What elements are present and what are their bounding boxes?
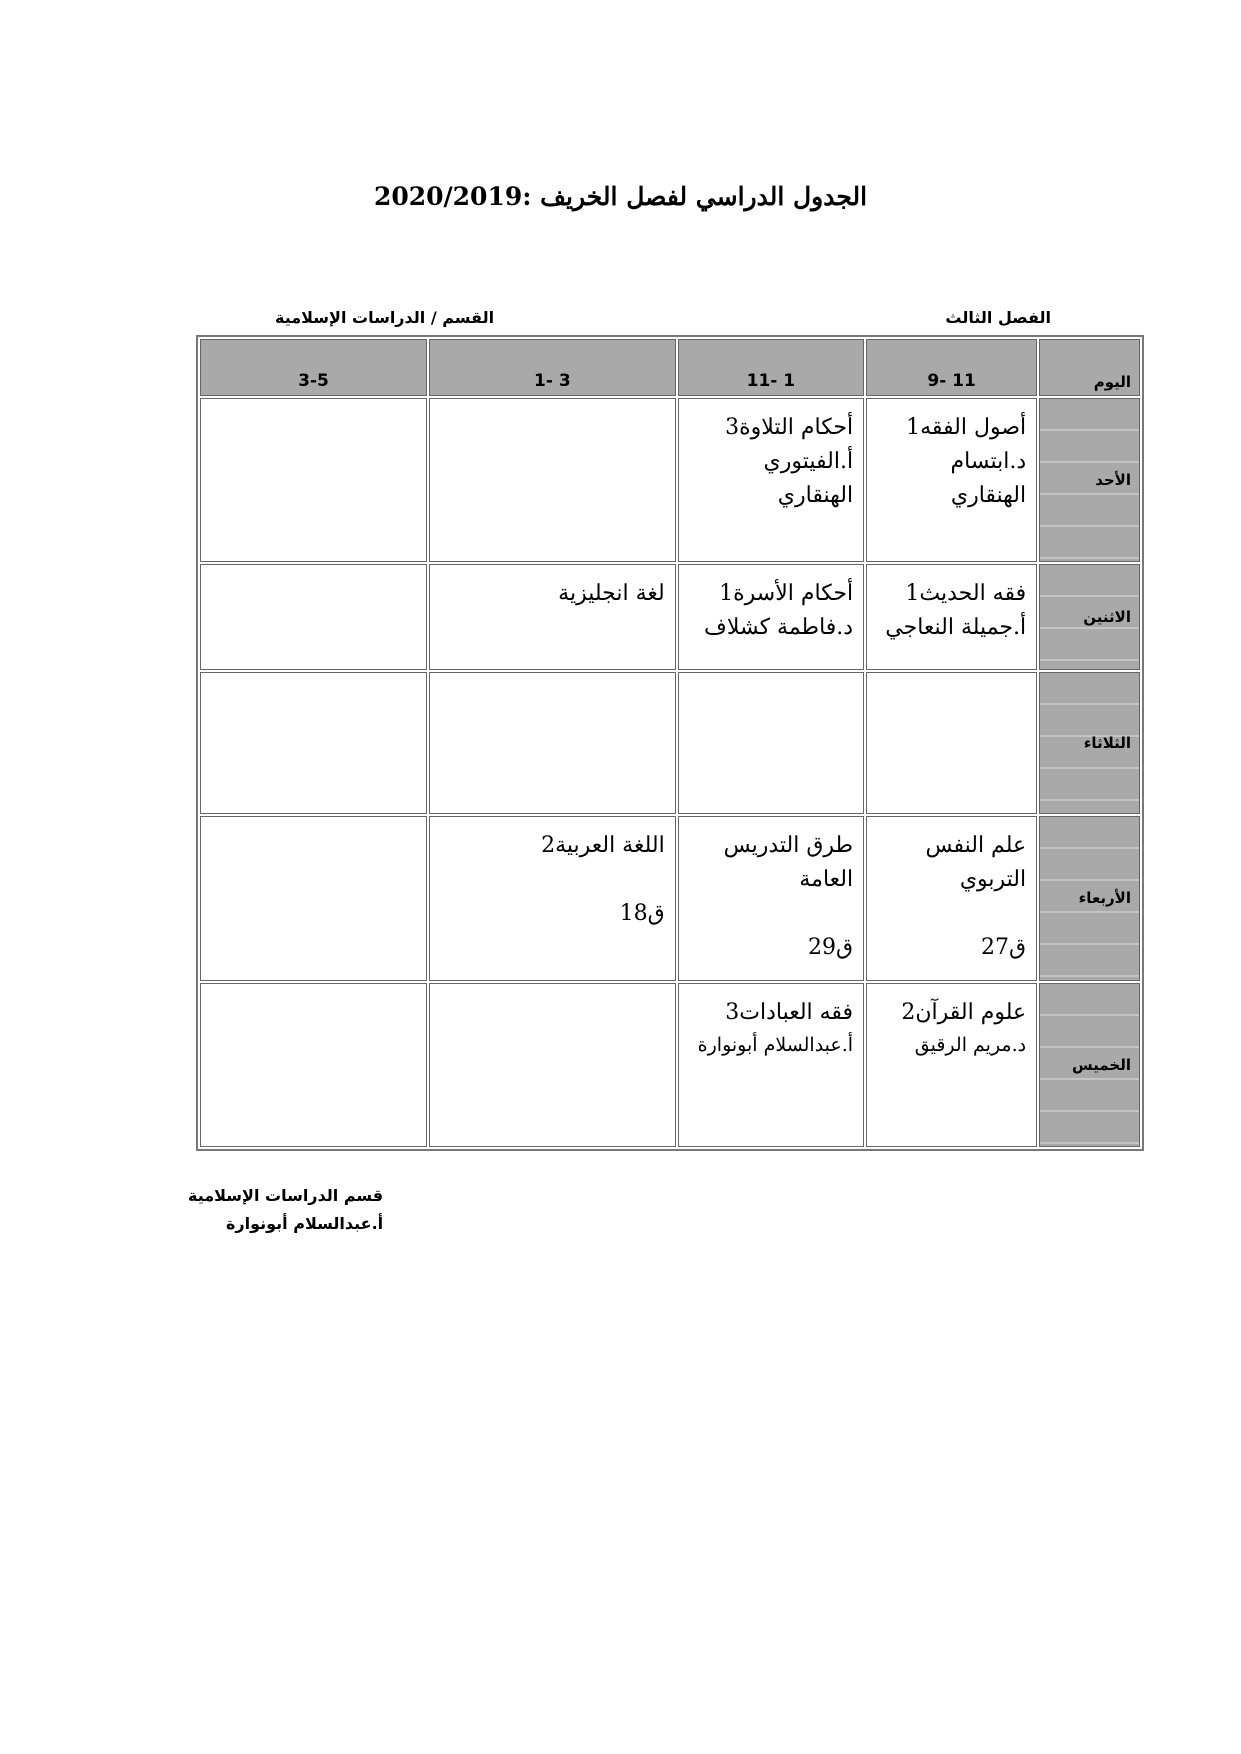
page-title: الجدول الدراسي لفصل الخريف :2020/2019: [373, 182, 868, 211]
cell-line: فقه العبادات3: [725, 999, 854, 1025]
day-cell: الخميس: [1039, 983, 1140, 1147]
cell-line: الهنقاري: [950, 483, 1027, 508]
cell-line: د.فاطمة كشلاف: [704, 615, 854, 641]
cell-line: أحكام التلاوة3: [725, 415, 854, 440]
cell-line: أ.الفيتوري: [763, 449, 854, 474]
cell-line: علوم القرآن2: [901, 999, 1027, 1025]
cell-line: أ.جميلة النعاجي: [885, 615, 1027, 641]
table-row: [200, 816, 1140, 980]
table-row: [200, 672, 1140, 815]
cell-line: أصول الفقه1: [906, 415, 1027, 440]
cell-line: ق27: [981, 935, 1027, 961]
class-cell: [429, 564, 676, 669]
class-cell: [429, 983, 676, 1147]
day-cell: الأحد: [1039, 398, 1140, 562]
day-cell: الأربعاء: [1039, 816, 1140, 980]
class-cell: [678, 672, 864, 815]
class-cell: [866, 816, 1037, 980]
cell-line: ق18: [619, 901, 665, 927]
class-cell: [678, 983, 864, 1147]
header-row: [200, 339, 1140, 396]
class-cell: [200, 398, 427, 562]
table-row: [200, 398, 1140, 562]
cell-line: لغة انجليزية: [558, 581, 665, 607]
table-row: [200, 564, 1140, 669]
class-cell: [866, 398, 1037, 562]
cell-line: علم النفس: [925, 833, 1027, 859]
cell-line: طرق التدريس: [723, 833, 854, 859]
class-cell: [200, 564, 427, 669]
footer-department: قسم الدراسات الإسلامية: [188, 1186, 384, 1205]
schedule-table: [196, 335, 1144, 1151]
cell-line: اللغة العربية2: [541, 833, 665, 859]
class-cell: [429, 672, 676, 815]
header-slot: 3-5: [200, 339, 427, 396]
cell-line: ق29: [808, 935, 854, 961]
class-cell: [866, 564, 1037, 669]
cell-line: أحكام الأسرة1: [719, 581, 854, 607]
header-day: اليوم: [1039, 339, 1140, 396]
cell-line: الهنقاري: [777, 483, 854, 508]
cell-line: التربوي: [959, 867, 1027, 893]
cell-line: العامة: [799, 867, 854, 893]
cell-line: [436, 863, 665, 897]
cell-line: أ.عبدالسلام أبونوارة: [697, 1033, 854, 1056]
semester-label: الفصل الثالث: [945, 308, 1051, 327]
department-label: القسم / الدراسات الإسلامية: [275, 308, 495, 327]
class-cell: [866, 672, 1037, 815]
class-cell: [678, 816, 864, 980]
day-cell: الاثنين: [1039, 564, 1140, 669]
class-cell: [429, 398, 676, 562]
class-cell: [429, 816, 676, 980]
cell-line: [873, 897, 1026, 931]
footer-signature: [188, 1182, 383, 1238]
class-cell: [678, 398, 864, 562]
header-slot: 9- 11: [866, 339, 1037, 396]
class-cell: [200, 983, 427, 1147]
class-cell: [200, 816, 427, 980]
cell-line: د.مريم الرقيق: [914, 1033, 1027, 1056]
class-cell: [678, 564, 864, 669]
day-cell: الثلاثاء: [1039, 672, 1140, 815]
footer-name: أ.عبدالسلام أبونوارة: [225, 1214, 384, 1233]
cell-line: د.ابتسام: [950, 449, 1027, 474]
header-slot: 1- 3: [429, 339, 676, 396]
class-cell: [200, 672, 427, 815]
cell-line: فقه الحديث1: [905, 581, 1027, 607]
cell-line: [685, 897, 853, 931]
class-cell: [866, 983, 1037, 1147]
header-slot: 11- 1: [678, 339, 864, 396]
table-row: [200, 983, 1140, 1147]
